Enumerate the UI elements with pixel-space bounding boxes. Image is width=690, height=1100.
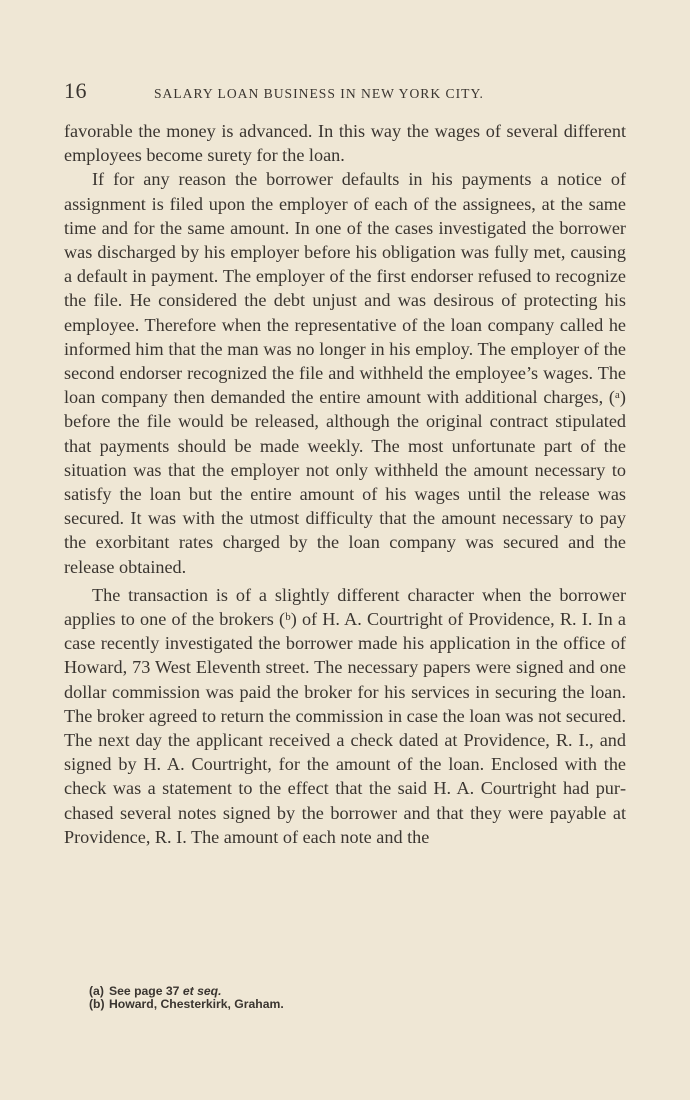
running-title: SALARY LOAN BUSINESS IN NEW YORK CITY.	[154, 86, 484, 101]
footnote-italic: et seq.	[182, 984, 222, 998]
footnote-a	[89, 985, 284, 998]
paragraph-continuation: favorable the money is advanced. In this way the wages of several different employees become surety for the loan.	[64, 121, 626, 166]
body-text	[64, 119, 626, 849]
footnote-text	[109, 985, 221, 998]
page-number: 16	[64, 78, 87, 103]
footnote-b	[89, 998, 284, 1011]
footnote-marker: (b)	[89, 997, 105, 1012]
footnotes	[89, 985, 284, 1012]
footnote-body: Howard, Chesterkirk, Graham.	[109, 997, 284, 1012]
footnote-body: See page 37	[109, 984, 183, 998]
paragraph-courtright-transaction: The transaction is of a slightly different character when the borrower applies to one of the brokers (ᵇ) of H. A. Courtright of Providence, R. I. In a case recently investigated the borrower made his application in the office of Howard, 73 West Eleventh street. The necessary papers were signed and one dollar commission was paid the broker for his services in securing the loan. The broker agreed to return the commission in case the loan was not secured. The next day the applicant received a check dated at Providence, R. I., and signed by H. A. Courtright, for the amount of the loan. Enclosed with the check was a statement to the effect that the said H. A. Courtright had purchased several notes signed by the borrower and that they were payable at Providence, R. I. The amount of each note and the	[64, 584, 626, 847]
footnote-marker: (a)	[89, 984, 104, 998]
running-head	[64, 78, 626, 108]
paragraph-default-notice: If for any reason the borrower defaults in his payments a notice of assignment is filed upon the employer of each of the assignees, at the same time and for the same amount. In one of the cases investigated the borrower was discharged by his employer before his obligation was fully met, causing a default in payment. The employer of the first endorser refused to recognize the file. He considered the debt unjust and was desirous of protecting his employee. Therefore when the representative of the loan company called he informed him that the man was no longer in his employ. The employer of the second endorser recognized the file and withheld the employee’s wages. The loan company then demanded the entire amount with additional charges, (ᵃ) before the file would be released, although the original contract stipulated that payments should be made weekly. The most unfortunate part of the situation was that the employer not only withheld the amount necessary to satisfy the loan but the entire amount of his wages until the release was secured. It was with the utmost difficulty that the amount necessary to pay the exorbitant rates charged by the loan company was secured and the release obtained.	[64, 169, 626, 577]
